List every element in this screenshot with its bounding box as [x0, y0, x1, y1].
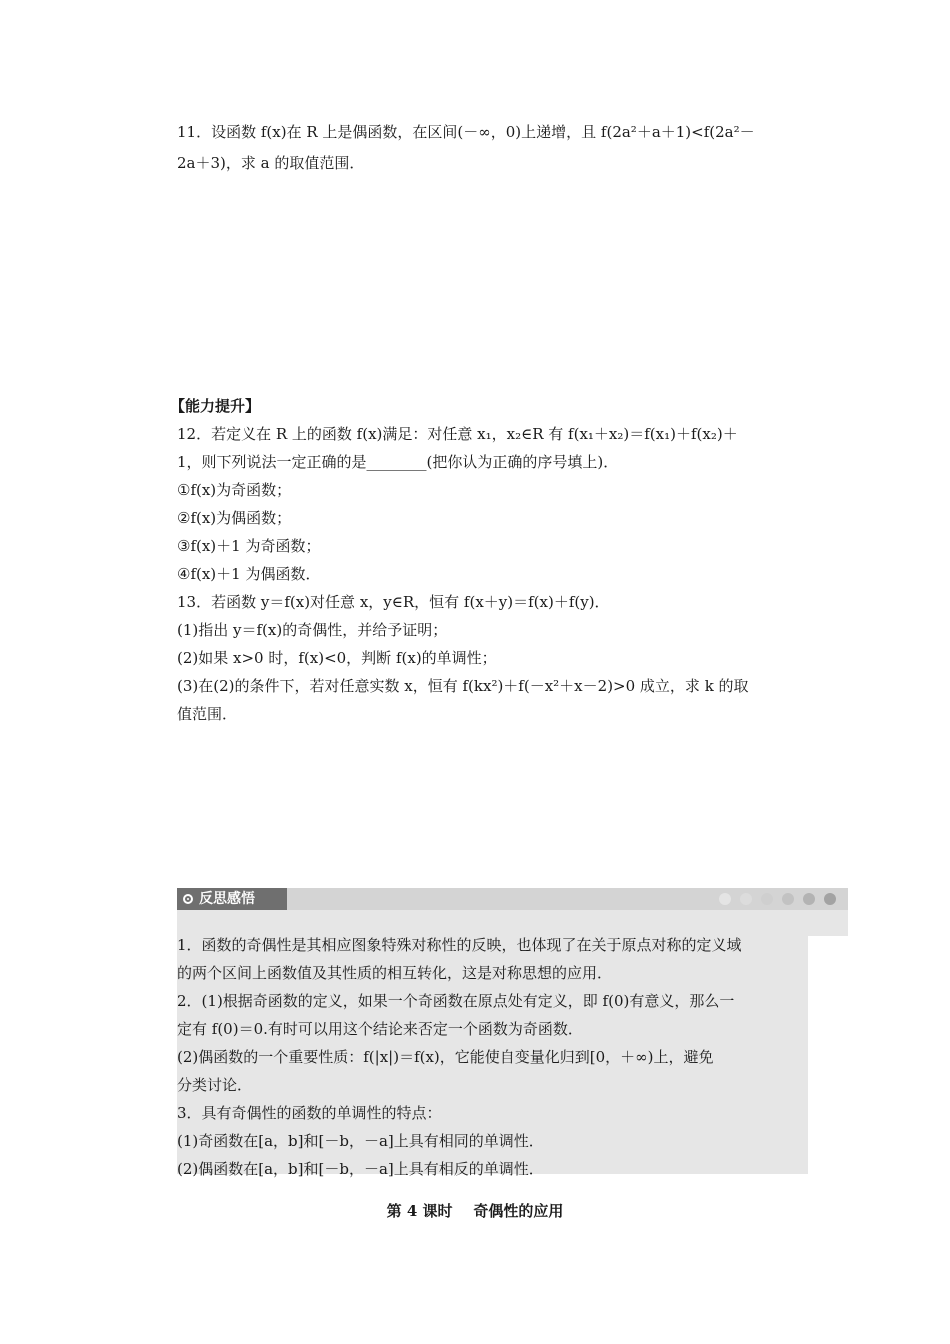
problem-12-option-1: ①f(x)为奇函数； — [177, 481, 292, 499]
lesson-name: 奇偶性的应用 — [473, 1202, 564, 1220]
section-heading: 【能力提升】 — [170, 397, 261, 415]
reflection-line-6: 分类讨论． — [177, 1076, 253, 1094]
reflection-label — [177, 888, 287, 910]
problem-12-option-3: ③f(x)＋1 为奇函数； — [177, 537, 321, 555]
reflection-label-text: 反思感悟 — [199, 891, 255, 907]
reflection-line-1: 1．函数的奇偶性是其相应图象特殊对称性的反映，也体现了在关于原点对称的定义域 — [177, 936, 742, 954]
problem-13-line-1: 13．若函数 y＝f(x)对任意 x，y∈R，恒有 f(x＋y)＝f(x)＋f(y)． — [177, 593, 610, 611]
problem-12-option-2: ②f(x)为偶函数； — [177, 509, 292, 527]
reflection-header-bar — [177, 888, 848, 910]
problem-12-line-1: 12．若定义在 R 上的函数 f(x)满足：对任意 x₁，x₂∈R 有 f(x₁＋x₂)＝f(x₁)＋f(x₂)＋ — [177, 425, 738, 443]
decorative-dot-icon — [719, 893, 731, 905]
problem-13-question-3-line-1: (3)在(2)的条件下，若对任意实数 x，恒有 f(kx²)＋f(－x²＋x－2)>0 成立，求 k 的取 — [177, 677, 749, 695]
target-bullet-icon — [183, 894, 193, 904]
problem-11-line-2: 2a＋3)，求 a 的取值范围． — [177, 154, 365, 172]
decorative-dot-icon — [824, 893, 836, 905]
problem-11-line-1: 11．设函数 f(x)在 R 上是偶函数，在区间(－∞，0)上递增，且 f(2a²＋a＋1)<f(2a²－ — [177, 123, 755, 141]
reflection-line-2: 的两个区间上函数值及其性质的相互转化，这是对称思想的应用． — [177, 964, 613, 982]
reflection-line-8: (1)奇函数在[a，b]和[－b，－a]上具有相同的单调性． — [177, 1132, 544, 1150]
reflection-line-9: (2)偶函数在[a，b]和[－b，－a]上具有相反的单调性． — [177, 1160, 544, 1178]
problem-12-line-2: 1，则下列说法一定正确的是________(把你认为正确的序号填上)． — [177, 453, 619, 471]
lesson-title — [0, 1200, 950, 1221]
problem-13-question-3-line-2: 值范围． — [177, 705, 238, 723]
lesson-number: 第 4 课时 — [386, 1202, 453, 1220]
problem-13-question-2: (2)如果 x>0 时，f(x)<0，判断 f(x)的单调性； — [177, 649, 497, 667]
reflection-side-tab — [808, 910, 848, 936]
problem-12-option-4: ④f(x)＋1 为偶函数． — [177, 565, 321, 583]
reflection-line-7: 3．具有奇偶性的函数的单调性的特点： — [177, 1104, 442, 1122]
decorative-dot-icon — [782, 893, 794, 905]
reflection-line-5: (2)偶函数的一个重要性质：f(|x|)＝f(x)，它能使自变量化归到[0，＋∞)上，避免 — [177, 1048, 714, 1066]
decorative-dot-icon — [803, 893, 815, 905]
decorative-dots — [719, 893, 836, 905]
reflection-line-4: 定有 f(0)＝0.有时可以用这个结论来否定一个函数为奇函数． — [177, 1020, 583, 1038]
decorative-dot-icon — [761, 893, 773, 905]
reflection-line-3: 2．(1)根据奇函数的定义，如果一个奇函数在原点处有定义，即 f(0)有意义，那么一 — [177, 992, 735, 1010]
decorative-dot-icon — [740, 893, 752, 905]
problem-13-question-1: (1)指出 y＝f(x)的奇偶性，并给予证明； — [177, 621, 448, 639]
